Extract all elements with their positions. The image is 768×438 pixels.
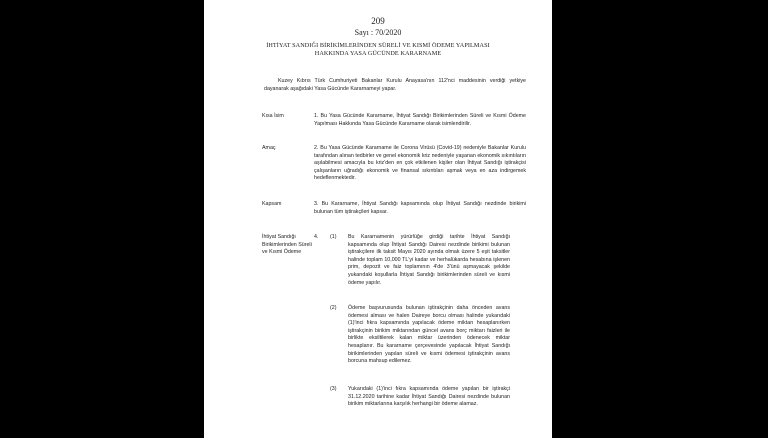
section-label-kisa-isim: Kısa İsim: [262, 113, 284, 119]
subsection-number-1: (1): [330, 234, 337, 240]
section-label-odeme: İhtiyat Sandığı Birikimlerinden Süreli ve Kısmi Ödeme: [262, 234, 312, 256]
section-text-kapsam: 3. Bu Kararname, İhtiyat Sandığı kapsamında olup İhtiyat Sandığı nezdinde birikimi bulunan tüm iştirakçileri kapsar.: [314, 201, 526, 215]
title-line-1: İHTİYAT SANDIĞI BİRİKİMLERİNDEN SÜRELİ VE KISMİ ÖDEME YAPILMASI: [266, 42, 490, 49]
page-number: 209: [371, 16, 385, 26]
document-page: [204, 0, 552, 438]
document-title: [204, 42, 552, 58]
subsection-text-2: Ödeme başvurusunda bulunan iştirakçinin daha önceden avans ödemesi alması ve halen Daireye borcu olması halinde yukarıdaki (1)'inci fıkra kapsamında yapılacak ödeme miktarı hesaplanırken iştirakçinin birikim miktarından güncel avans borç miktarı faizleri ile birlikte eksiltilerek kalan miktar üzerinden ödenecek miktar hesaplanır. Bu kararname çerçevesinde yapılacak İhtiyat Sandığı birikimlerinden yapılan süreli ve kısmi ödemesi iştirakçinin avans borcuna mahsup edilemez.: [348, 305, 510, 365]
section-label-amac: Amaç: [262, 145, 276, 151]
section-text-kisa-isim: 1. Bu Yasa Gücünde Kararname, İhtiyat Sandığı Birikimlerinden Süreli ve Kısmi Ödeme Yapılması Hakkında Yasa Gücünde Kararname olarak isimlendirilir.: [314, 113, 526, 127]
intro-paragraph: Kuzey Kıbrıs Türk Cumhuriyeti Bakanlar Kurulu Anayasa'nın 112'nci maddesinin verdiği yetkiye dayanarak aşağıdaki Yasa Gücünde Kararnameyi yapar.: [264, 78, 526, 92]
subsection-number-2: (2): [330, 305, 337, 311]
subsection-text-1: Bu Kararnamenin yürürlüğe girdiği tarihte İhtiyat Sandığı kapsamında olup İhtiyat Sandığı Dairesi nezdinde birikimi bulunan iştirakçilere ilk taksit Mayıs 2020 ayında olmak üzere 5 eşit taksitler halinde toplam 10,000 TL'yi kadar ve herhalükarda hesabına işlenen prim, depozit ve faiz toplamının 4'de 3'ünü aşmayacak şekilde yukarıdaki koşullarla İhtiyat Sandığı birikimlerinden süreli ve kısmi ödeme yapılır.: [348, 234, 510, 286]
section-label-kapsam: Kapsam: [262, 201, 282, 207]
title-line-2: HAKKINDA YASA GÜCÜNDE KARARNAME: [314, 50, 442, 57]
section-text-amac: 2. Bu Yasa Gücünde Kararname ile Corona Virüsü (Covid-19) nedeniyle Bakanlar Kurulu tarafından alınan tedbirler ve genel ekonomik kriz nedeniyle yaşanan ekonomik sıkıntıların aşılabilmesi amacıyla bu kriz'den en çok etkilenen kişiler olan İhtiyat Sandığı iştirakçisi çalışanların uğradığı ekonomik ve finansal sıkıntıları aşmak veya en aza indirgemek hedeflenmektedir.: [314, 145, 526, 182]
subsection-text-3: Yukarıdaki (1)'inci fıkra kapsamında ödeme yapılan bir iştirakçi 31.12.2020 tarihine kadar İhtiyat Sandığı Dairesi nezdinde bulunan birikim miktarlarına karşılık herhangi bir ödeme alamaz.: [348, 386, 510, 408]
issue-number: Sayı : 70/2020: [354, 28, 402, 37]
subsection-number-3: (3): [330, 386, 337, 392]
article-number: 4.: [314, 234, 319, 240]
